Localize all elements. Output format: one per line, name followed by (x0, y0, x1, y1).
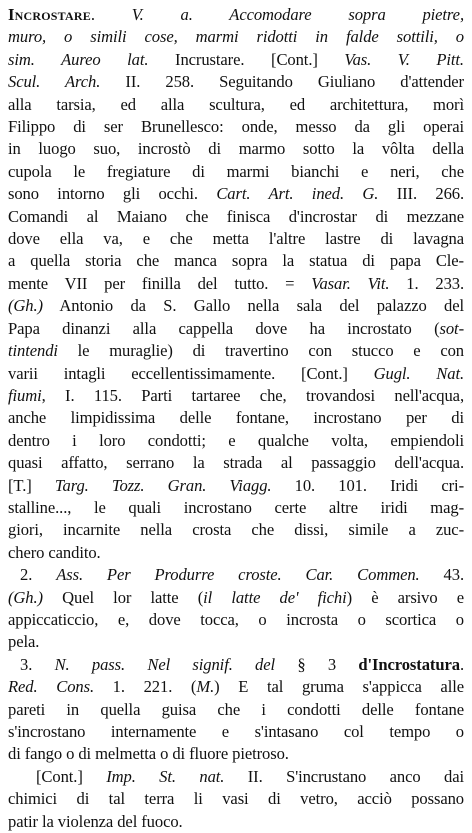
italic-text: Gugl. Nat. (373, 363, 464, 383)
text-segment: . (90, 5, 132, 24)
text-line (8, 385, 464, 407)
text-line (8, 363, 464, 385)
text-segment: alla tarsia, ed alla scultura, ed architettura, morì (8, 94, 464, 114)
text-line (8, 721, 464, 743)
text-line (8, 676, 464, 698)
text-segment: chero candito. (8, 542, 101, 562)
italic-text: Cart. Art. ined. G. (216, 184, 379, 204)
text-line (8, 430, 464, 452)
text-segment: di fango o di melmetta o di fluore pietroso. (8, 744, 289, 764)
text-line (8, 94, 464, 116)
text-segment: in luogo suo, incrostò di marmo sotto la vôlta della (8, 139, 464, 159)
italic-text: Ass. Per Produrre croste. Car. Commen. (56, 565, 420, 585)
text-segment: Incrustare. [Cont.] (148, 49, 345, 69)
text-line (8, 519, 464, 541)
text-line (8, 161, 464, 183)
text-segment: , I. 115. Parti tartaree che, trovandosi nell'acqua, (41, 385, 464, 405)
text-segment: II. 258. Seguitando Giuliano d'attender (100, 72, 464, 92)
text-segment: dove ella va, e che metta l'altre lastre di lavagna (8, 229, 464, 249)
text-line (8, 183, 464, 205)
text-segment: II. S'incrustano anco dai (224, 766, 464, 786)
text-segment: III. 266. (378, 184, 464, 204)
text-line (8, 609, 464, 631)
text-line (8, 4, 464, 26)
text-segment: . (459, 654, 464, 674)
text-line (8, 228, 464, 250)
text-segment: Quel lor latte ( (42, 587, 204, 607)
text-line (8, 699, 464, 721)
italic-text: Vas. V. Pitt. (344, 49, 464, 69)
text-line (8, 631, 464, 653)
text-line (8, 116, 464, 138)
text-segment: Papa dinanzi alla cappella dove ha incrostato ( (8, 318, 440, 338)
italic-text: Targ. Tozz. Gran. Viagg. (54, 475, 272, 495)
text-segment: stalline..., le quali incrostano certe altre iridi mag- (8, 497, 464, 517)
text-segment: varii intagli eccellentissimamente. [Cont.] (8, 363, 374, 383)
italic-text: tintendi (8, 341, 58, 361)
italic-text: sim. Aureo lat. (8, 49, 149, 69)
text-line (8, 49, 464, 71)
text-line (8, 811, 464, 833)
text-line (8, 452, 464, 474)
text-line (8, 475, 464, 497)
italic-text: (Gh.) (8, 587, 43, 607)
text-line (8, 340, 464, 362)
text-segment: ) E tal gruma s'appicca alle (214, 677, 464, 697)
text-line (8, 497, 464, 519)
text-line (8, 26, 464, 48)
italic-text: Red. Cons. (8, 677, 94, 697)
text-segment: 43. (419, 565, 464, 585)
text-segment: 10. 101. Iridi cri- (271, 475, 464, 495)
italic-text: muro, o simili cose, marmi ridotti in falde sottili, o (8, 27, 464, 47)
italic-text: Imp. St. nat. (106, 766, 225, 786)
text-line (8, 407, 464, 429)
text-segment: cupola le fregiature di marmi bianchi e neri, che (8, 161, 464, 181)
text-segment: le muraglie) di travertino con stucco e con (57, 341, 464, 361)
text-segment: Antonio da S. Gallo nella sala del palazzo del (42, 296, 464, 316)
italic-text: fiumi (8, 385, 42, 405)
text-segment: quasi affatto, serrano la strada al passaggio dell'acqua. (8, 453, 464, 473)
text-segment: patir la violenza del fuoco. (8, 811, 183, 831)
italic-text: Scul. Arch. (8, 72, 101, 92)
italic-text: V. a. Accomodare sopra pietre, (131, 5, 464, 24)
text-segment: appiccaticcio, e, dove tocca, o incrosta o scortica o (8, 609, 464, 629)
text-segment: Filippo di ser Brunellesco: onde, messo da gli operai (8, 117, 464, 137)
text-segment: chimici di tal terra li vasi di vetro, acciò possano (8, 789, 464, 809)
italic-text: il latte de' fichi (203, 587, 347, 607)
text-segment: 2. (20, 565, 57, 585)
text-segment: a quella storia che manca sopra la statua di papa Cle- (8, 251, 464, 271)
text-segment: dentro i loro condotti; e qualche volta, empiendoli (8, 430, 464, 450)
text-segment: § 3 (275, 654, 359, 674)
bold-text: d'Incrostatura (358, 654, 460, 674)
text-segment: anche limpidissima delle fontane, incrostano per di (8, 408, 464, 428)
italic-text: sot- (439, 318, 464, 338)
text-segment: 1. 221. ( (94, 677, 197, 697)
text-line (8, 250, 464, 272)
italic-text: Vasar. Vit. (311, 273, 390, 293)
text-segment: Comandi al Maiano che finisca d'incrostar di mezzane (8, 206, 464, 226)
text-line (8, 318, 464, 340)
text-line (8, 743, 464, 765)
text-line (8, 71, 464, 93)
text-line (8, 206, 464, 228)
text-segment: 3. (20, 654, 55, 674)
text-segment: giori, incarnite nella crosta che dissi, simile a zuc- (8, 520, 464, 540)
italic-text: N. pass. Nel signif. del (54, 654, 276, 674)
text-line (8, 654, 464, 676)
text-segment: [T.] (8, 475, 55, 495)
text-segment: pela. (8, 632, 40, 652)
headword: Incrostare (8, 5, 91, 24)
text-segment: s'incrostano internamente e s'intasano col tempo o (8, 722, 464, 741)
text-line (8, 542, 464, 564)
text-segment: ) è arsivo e (346, 587, 464, 607)
text-segment: pareti in quella guisa che i condotti delle fontane (8, 699, 464, 719)
text-line (8, 788, 464, 810)
text-line (8, 295, 464, 317)
text-segment: [Cont.] (36, 766, 107, 786)
italic-text: M. (196, 677, 215, 697)
text-segment: 1. 233. (389, 273, 464, 293)
italic-text: (Gh.) (8, 296, 43, 316)
text-line (8, 273, 464, 295)
text-line (8, 138, 464, 160)
text-segment: mente VII per finilla del tutto. = (8, 273, 312, 293)
text-segment: sono intorno gli occhi. (8, 184, 217, 204)
text-line (8, 564, 464, 586)
text-line (8, 587, 464, 609)
